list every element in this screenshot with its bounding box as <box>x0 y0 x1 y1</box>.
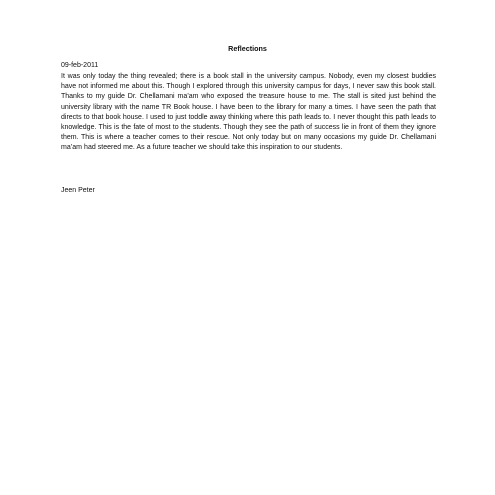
document-date: 09-feb-2011 <box>61 62 99 69</box>
document-title: Reflections <box>228 44 267 53</box>
document-signature: Jeen Peter <box>61 187 95 194</box>
document-body-paragraph: It was only today the thing revealed; there is a book stall in the university campus. Nobody, even my closest buddies have not informed me about this. Though I explored through this university campus for days, I never saw this book stall. Thanks to my guide Dr. Chellamani ma’am who exposed the treasure house to me. The stall is sited just behind the university library with the name TR Book house. I have been to the library for many a times. I have seen the path that directs to that book house. I used to just toddle away thinking where this path leads to. I never thought this path leads to knowledge. This is the fate of most to the students. Though they see the path of success lie in front of them they ignore them. This is where a teacher comes to their rescue. Not only today but on many occasions my guide Dr. Chellamani ma’am had steered me. As a future teacher we should take this inspiration to our students. <box>61 73 436 152</box>
